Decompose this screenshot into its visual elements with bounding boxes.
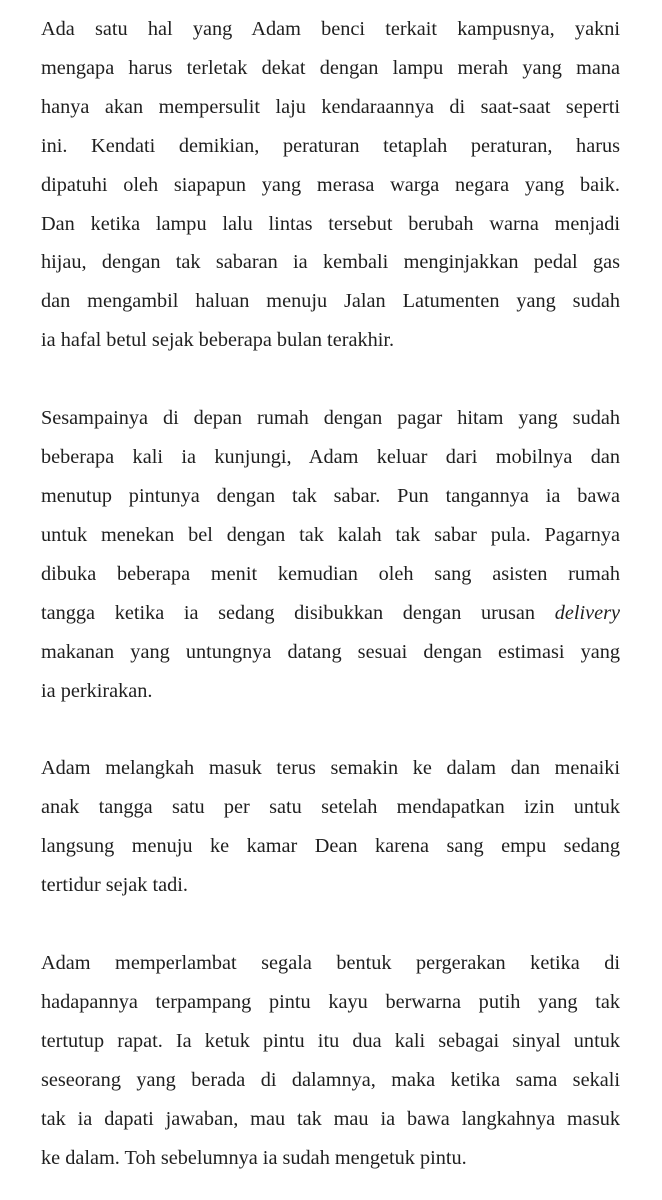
text-segment: tangga ketika ia sedang disibukkan dengan urusan <box>41 601 555 624</box>
text-line: hanya akan mempersulit laju kendaraannya di saat-saat seperti <box>41 95 620 118</box>
text-line: anak tangga satu per satu setelah mendapatkan izin untuk <box>41 796 620 819</box>
paragraph-1 <box>41 10 620 360</box>
text-line: seseorang yang berada di dalamnya, maka ketika sama sekali <box>41 1068 620 1091</box>
text-line: ke dalam. Toh sebelumnya ia sudah mengetuk pintu. <box>41 1146 467 1169</box>
paragraph-3 <box>41 749 620 905</box>
text-line: tertutup rapat. Ia ketuk pintu itu dua kali sebagai sinyal untuk <box>41 1029 620 1052</box>
text-line: tertidur sejak tadi. <box>41 874 188 897</box>
text-line: ia hafal betul sejak beberapa bulan terakhir. <box>41 329 395 352</box>
text-line: dibuka beberapa menit kemudian oleh sang asisten rumah <box>41 562 620 585</box>
text-line: Ada satu hal yang Adam benci terkait kampusnya, yakni <box>41 18 620 40</box>
text-line: makanan yang untungnya datang sesuai dengan estimasi yang <box>41 640 620 663</box>
text-line: Adam melangkah masuk terus semakin ke dalam dan menaiki <box>41 757 620 780</box>
text-line: Dan ketika lampu lalu lintas tersebut berubah warna menjadi <box>41 212 620 235</box>
text-line: Sesampainya di depan rumah dengan pagar hitam yang sudah <box>41 407 620 430</box>
paragraph-2 <box>41 399 620 710</box>
text-line: dipatuhi oleh siapapun yang merasa warga negara yang baik. <box>41 173 620 196</box>
text-line-with-italic <box>41 594 620 633</box>
text-line: ia perkirakan. <box>41 679 153 702</box>
text-line: menutup pintunya dengan tak sabar. Pun tangannya ia bawa <box>41 484 620 507</box>
text-line: untuk menekan bel dengan tak kalah tak sabar pula. Pagarnya <box>41 523 620 546</box>
text-line: langsung menuju ke kamar Dean karena sang empu sedang <box>41 835 620 858</box>
italic-word: delivery <box>554 601 620 624</box>
paragraph-4 <box>41 944 620 1177</box>
text-line: beberapa kali ia kunjungi, Adam keluar dari mobilnya dan <box>41 446 620 469</box>
text-line: dan mengambil haluan menuju Jalan Latumenten yang sudah <box>41 290 620 313</box>
text-line: hadapannya terpampang pintu kayu berwarna putih yang tak <box>41 990 620 1013</box>
text-line: mengapa harus terletak dekat dengan lampu merah yang mana <box>41 56 620 79</box>
text-line: Adam memperlambat segala bentuk pergerakan ketika di <box>41 952 620 975</box>
text-line: hijau, dengan tak sabaran ia kembali menginjakkan pedal gas <box>41 251 620 274</box>
text-line: ini. Kendati demikian, peraturan tetaplah peraturan, harus <box>41 134 620 157</box>
text-line: tak ia dapati jawaban, mau tak mau ia bawa langkahnya masuk <box>41 1107 620 1130</box>
